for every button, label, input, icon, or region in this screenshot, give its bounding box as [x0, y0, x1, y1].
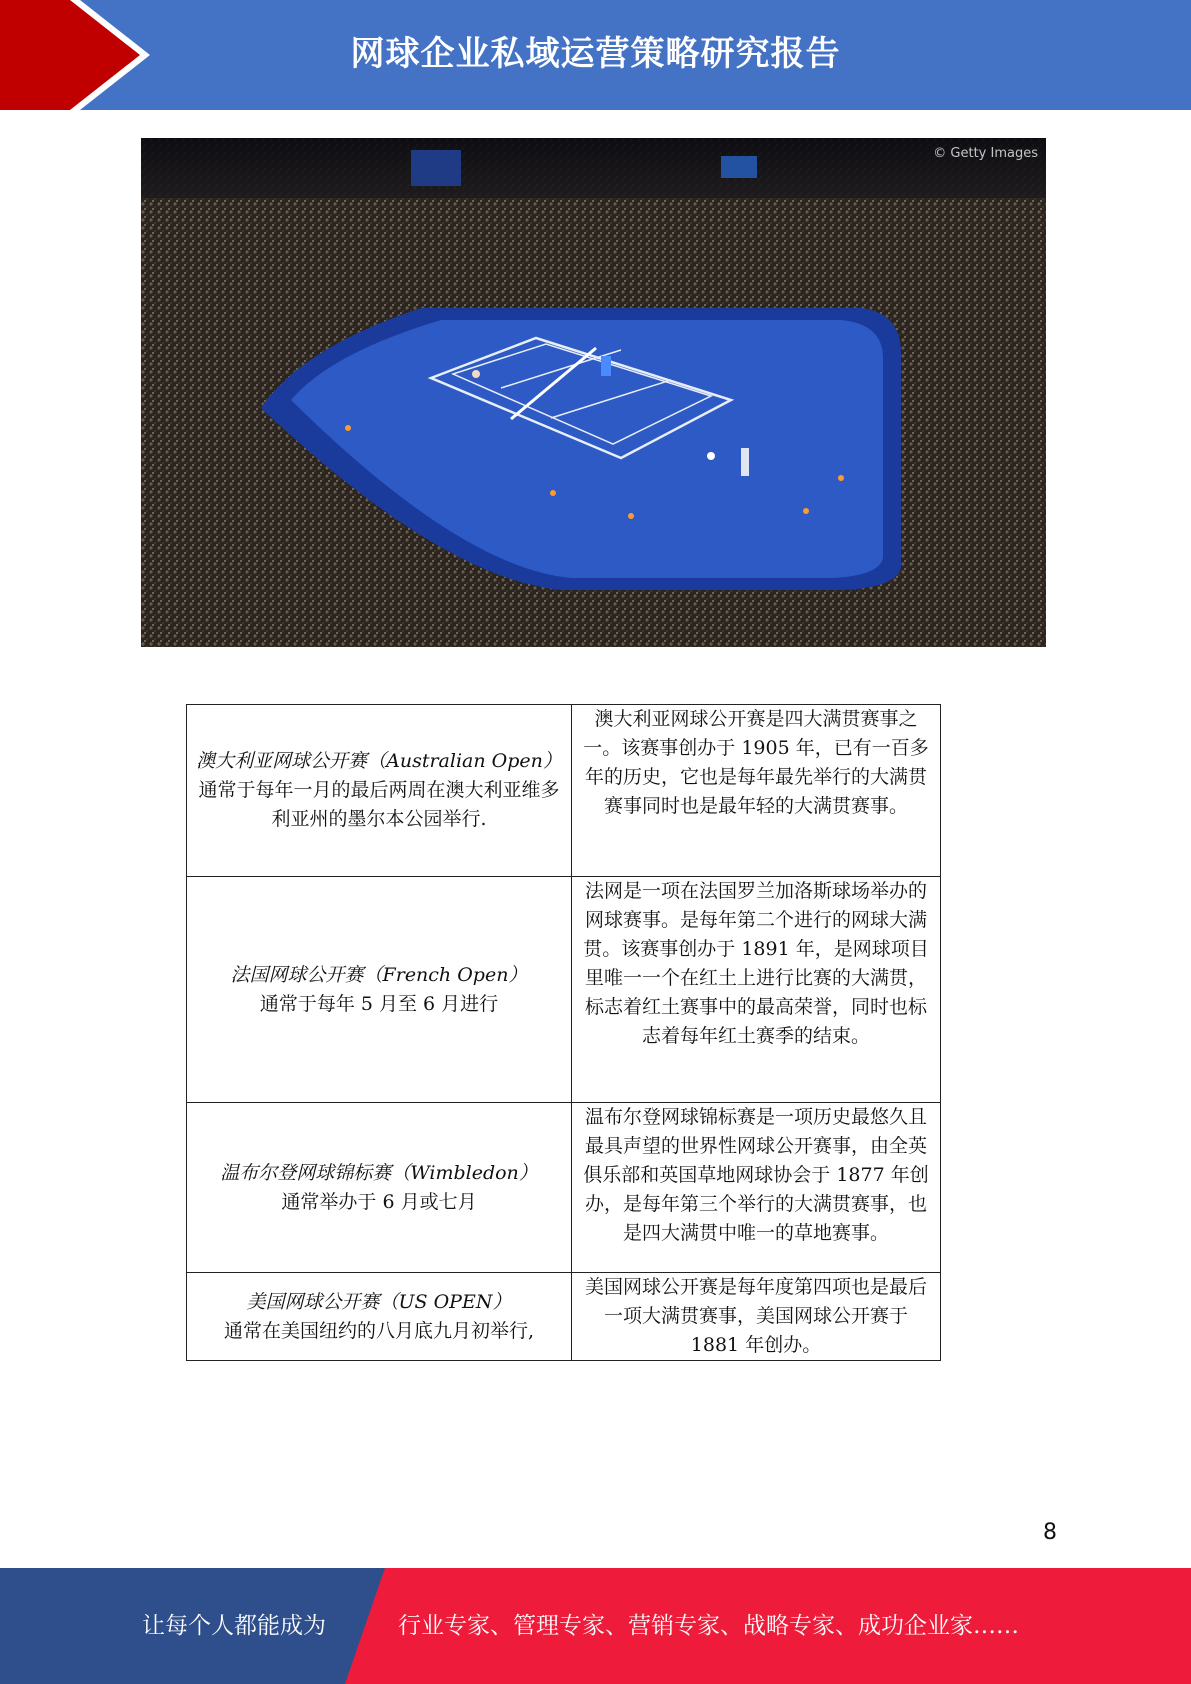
page-number: 8	[1043, 1520, 1057, 1545]
table-cell-event	[187, 877, 572, 1103]
footer-slogan-right: 行业专家、管理专家、营销专家、战略专家、成功企业家……	[398, 1613, 1019, 1639]
arena-illustration	[141, 138, 1046, 647]
photo-watermark: © Getty Images	[933, 146, 1038, 161]
event-timing: 通常于每年一月的最后两周在澳大利亚维多利亚州的墨尔本公园举行.	[198, 779, 560, 830]
scoreboard-left	[411, 150, 461, 186]
table-row	[187, 705, 941, 877]
table-cell-description: 温布尔登网球锦标赛是一项历史最悠久且最具声望的世界性网球公开赛事，由全英俱乐部和英国草地网球协会于 1877 年创办，是每年第三个举行的大满贯赛事，也是四大满贯中唯一的草地赛事。	[572, 1103, 941, 1273]
event-timing: 通常在美国纽约的八月底九月初举行,	[223, 1319, 535, 1342]
header-title: 网球企业私域运营策略研究报告	[350, 34, 841, 74]
page-footer	[0, 1568, 1191, 1684]
table-cell-event	[187, 1103, 572, 1273]
event-name: 美国网球公开赛（US OPEN）	[246, 1290, 512, 1313]
table-cell-event	[187, 1273, 572, 1361]
page-header	[0, 0, 1191, 110]
table-row	[187, 877, 941, 1103]
table-cell-description: 澳大利亚网球公开赛是四大满贯赛事之一。该赛事创办于 1905 年，已有一百多年的历史，它也是每年最先举行的大满贯赛事同时也是最年轻的大满贯赛事。	[572, 705, 941, 877]
scoreboard-right	[721, 156, 757, 178]
table-cell-description: 美国网球公开赛是每年度第四项也是最后一项大满贯赛事，美国网球公开赛于 1881 年创办。	[572, 1273, 941, 1361]
table-row	[187, 1103, 941, 1273]
table-row	[187, 1273, 941, 1361]
event-name: 澳大利亚网球公开赛（Australian Open）	[196, 750, 562, 772]
tennis-arena-photo	[141, 138, 1046, 647]
event-timing: 通常举办于 6 月或七月	[281, 1190, 477, 1213]
footer-slogan-left: 让每个人都能成为	[142, 1613, 326, 1639]
event-timing: 通常于每年 5 月至 6 月进行	[259, 992, 499, 1015]
event-name: 法国网球公开赛（French Open）	[230, 963, 528, 986]
table-cell-event	[187, 705, 572, 877]
grand-slam-table	[186, 704, 941, 1361]
table-cell-description: 法网是一项在法国罗兰加洛斯球场举办的网球赛事。是每年第二个进行的网球大满贯。该赛事创办于 1891 年，是网球项目里唯一一个在红土上进行比赛的大满贯，标志着红土赛事中的最高荣誉，同时也标志着每年红土赛季的结束。	[572, 877, 941, 1103]
event-name: 温布尔登网球锦标赛（Wimbledon）	[220, 1161, 538, 1184]
